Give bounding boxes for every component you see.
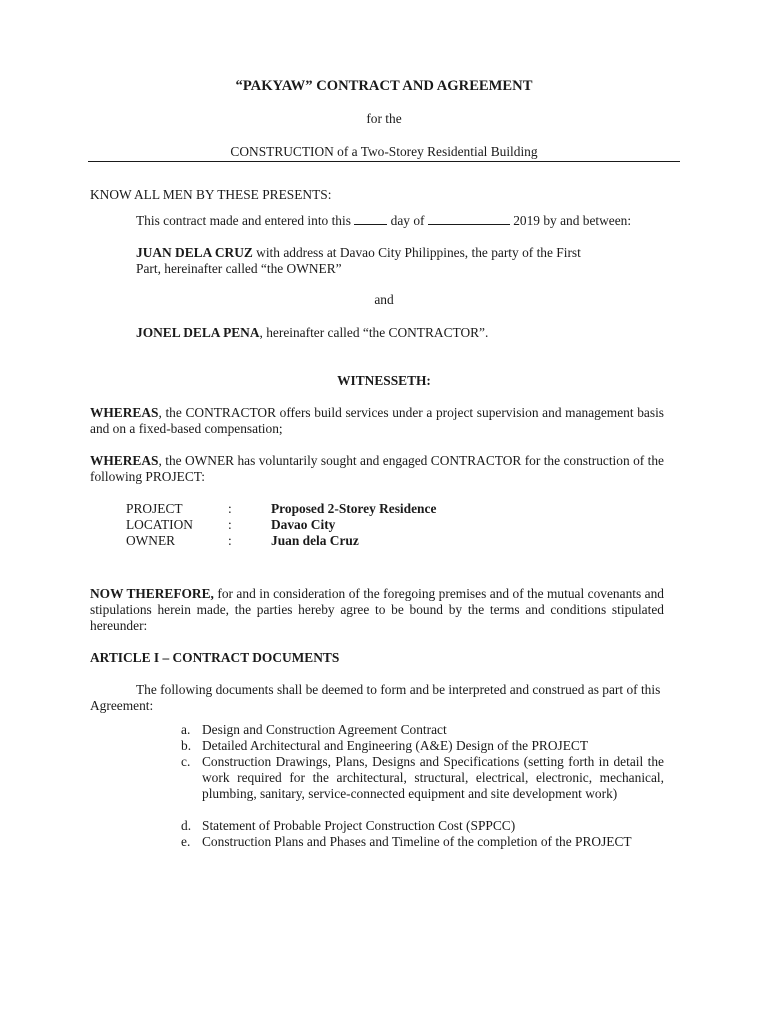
article-1-intro: The following documents shall be deemed to form and be interpreted and construed as part of this Agreement:	[90, 682, 661, 713]
whereas-2	[90, 453, 664, 485]
location-colon: :	[228, 517, 232, 532]
owner-value: Juan dela Cruz	[271, 533, 359, 548]
whereas-1	[90, 405, 664, 437]
witnesseth-heading: WITNESSETH:	[337, 373, 431, 388]
contract-title: “PAKYAW” CONTRACT AND AGREEMENT	[235, 78, 533, 94]
subtitle-for: for the	[366, 111, 402, 126]
owner-party-text: with address at Davao City Philippines, the party of the First	[252, 245, 581, 260]
location-value: Davao City	[271, 517, 336, 532]
document-text: Construction Plans and Phases and Timeline of the completion of the PROJECT	[202, 834, 632, 849]
location-label: LOCATION	[126, 517, 193, 532]
owner-label: OWNER	[126, 533, 176, 548]
article-1-heading: ARTICLE I – CONTRACT DOCUMENTS	[90, 650, 340, 665]
document-marker: d.	[181, 818, 192, 833]
now-therefore-text: for and in consideration of the foregoing premises and of the mutual covenants and stipulations herein made, the parties hereby agree to be bound by the terms and conditions stipulated hereunder:	[90, 586, 664, 633]
document-text: Construction Drawings, Plans, Designs and Specifications (setting forth in detail the work required for the architectural, structural, electrical, electronic, mechanical, plumbing, sanitary, service-connected equipment and site development work)	[202, 754, 664, 801]
contractor-name: JONEL DELA PENA	[136, 325, 260, 340]
owner-name: JUAN DELA CRUZ	[136, 245, 253, 260]
owner-colon: :	[228, 533, 232, 548]
project-label: PROJECT	[126, 501, 183, 516]
month-blank	[428, 213, 510, 225]
document-marker: b.	[181, 738, 192, 753]
title-divider	[88, 161, 680, 162]
now-therefore	[90, 586, 664, 634]
document-item-b	[181, 738, 664, 754]
contractor-party-text: , hereinafter called “the CONTRACTOR”.	[259, 325, 489, 340]
contractor-party-line	[136, 325, 488, 341]
owner-party-line2: Part, hereinafter called “the OWNER”	[136, 261, 342, 276]
document-item-e	[181, 834, 664, 850]
document-marker: e.	[181, 834, 191, 849]
document-text: Design and Construction Agreement Contract	[202, 722, 447, 737]
document-text: Statement of Probable Project Construction Cost (SPPCC)	[202, 818, 516, 833]
know-all-men: KNOW ALL MEN BY THESE PRESENTS:	[90, 187, 332, 202]
owner-party-line1	[136, 245, 581, 261]
document-marker: a.	[181, 722, 191, 737]
day-blank	[354, 213, 387, 225]
project-value: Proposed 2-Storey Residence	[271, 501, 437, 516]
whereas-1-lead: WHEREAS	[90, 405, 159, 420]
contract-made-part3: 2019 by and between:	[513, 213, 632, 228]
whereas-2-lead: WHEREAS	[90, 453, 159, 468]
contract-made-part2: day of	[390, 213, 425, 228]
and-word: and	[374, 292, 394, 307]
document-text: Detailed Architectural and Engineering (A&E) Design of the PROJECT	[202, 738, 588, 753]
document-item-c	[181, 754, 664, 802]
now-therefore-lead: NOW THEREFORE,	[90, 586, 214, 601]
document-item-d	[181, 818, 664, 834]
whereas-1-text: , the CONTRACTOR offers build services under a project supervision and management basis and on a fixed-based compensation;	[90, 405, 664, 436]
contract-made-part1: This contract made and entered into this	[136, 213, 351, 228]
document-marker: c.	[181, 754, 191, 769]
whereas-2-text: , the OWNER has voluntarily sought and engaged CONTRACTOR for the construction of the following PROJECT:	[90, 453, 664, 484]
project-colon: :	[228, 501, 232, 516]
contract-made-line	[136, 213, 631, 229]
subtitle-construction: CONSTRUCTION of a Two-Storey Residential Building	[230, 144, 538, 159]
document-item-a	[181, 722, 664, 738]
